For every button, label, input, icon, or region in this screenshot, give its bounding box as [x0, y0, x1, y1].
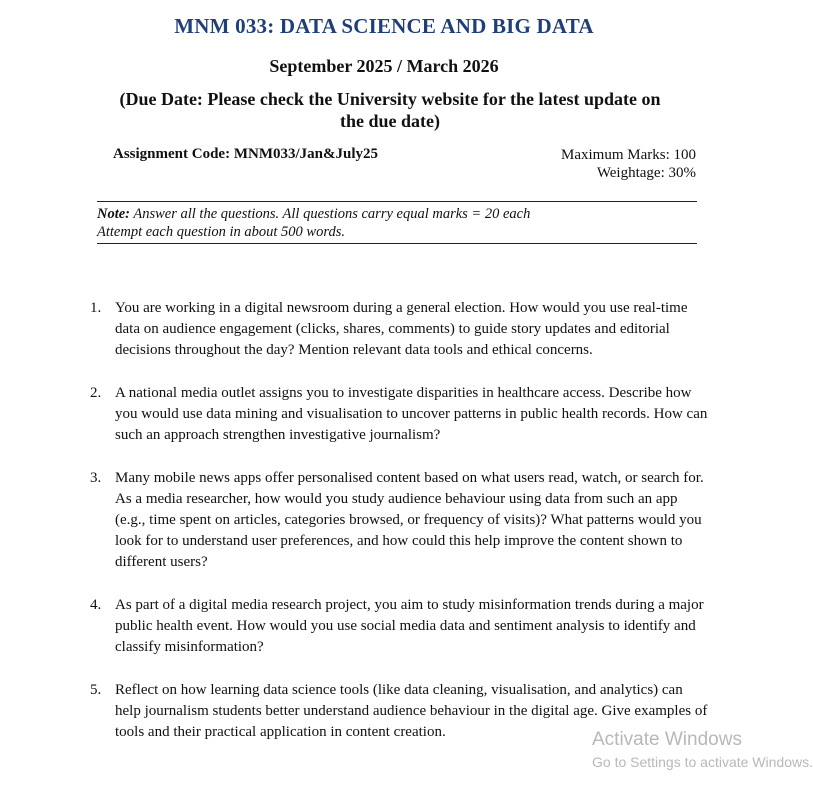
- note-box: [97, 201, 697, 244]
- question-item: [90, 298, 710, 361]
- due-date-notice: [90, 88, 690, 132]
- question-text: You are working in a digital newsroom during a general election. How would you use real-time data on audience engagement (clicks, shares, comments) to guide story updates and editorial decisions throughout the day? Mention relevant data tools and ethical concerns.: [115, 300, 688, 358]
- watermark-subtitle: Go to Settings to activate Windows.: [592, 754, 813, 770]
- question-text: A national media outlet assigns you to investigate disparities in healthcare access. Describe how you would use data mining and visualisation to uncover patterns in public health records. How can such an approach strengthen investigative journalism?: [115, 385, 708, 443]
- note-line-1: [97, 205, 697, 223]
- note-label: Note:: [97, 206, 131, 222]
- question-number: 2.: [90, 385, 102, 401]
- question-item: [90, 595, 710, 658]
- watermark-title: Activate Windows: [592, 729, 742, 750]
- note-text: Answer all the questions. All questions carry equal marks = 20 each: [130, 206, 531, 222]
- question-text: Reflect on how learning data science tools (like data cleaning, visualisation, and analytics) can help journalism students better understand audience behaviour in the digital age. Give examples of tools and their practical application in content creation.: [115, 682, 708, 740]
- question-list: [90, 298, 710, 765]
- note-line-2: Attempt each question in about 500 words.: [97, 224, 345, 240]
- due-date-line-2: the due date): [340, 111, 440, 131]
- question-text: Many mobile news apps offer personalised content based on what users read, watch, or search for. As a media researcher, how would you study audience behaviour using data from such an app (e.g., time spent on articles, categories browsed, or frequency of visits)? What patterns would you look for to understand user preferences, and how could this help improve the content shown to different users?: [115, 470, 704, 570]
- maximum-marks: Maximum Marks: 100: [561, 147, 696, 163]
- session-heading: September 2025 / March 2026: [269, 56, 499, 76]
- question-text: As part of a digital media research project, you aim to study misinformation trends during a major public health event. How would you use social media data and sentiment analysis to identify and classify misinformation?: [115, 597, 704, 655]
- question-number: 4.: [90, 597, 102, 613]
- question-number: 5.: [90, 682, 102, 698]
- activate-windows-watermark: [592, 728, 813, 772]
- document-title: MNM 033: DATA SCIENCE AND BIG DATA: [174, 14, 594, 38]
- assignment-code: Assignment Code: MNM033/Jan&July25: [113, 146, 378, 162]
- question-item: [90, 383, 710, 446]
- question-number: 1.: [90, 300, 102, 316]
- marks-info: [561, 146, 696, 182]
- weightage: Weightage: 30%: [596, 165, 696, 181]
- due-date-line-1: (Due Date: Please check the University website for the latest update on: [119, 89, 661, 109]
- question-number: 3.: [90, 470, 102, 486]
- question-item: [90, 468, 710, 573]
